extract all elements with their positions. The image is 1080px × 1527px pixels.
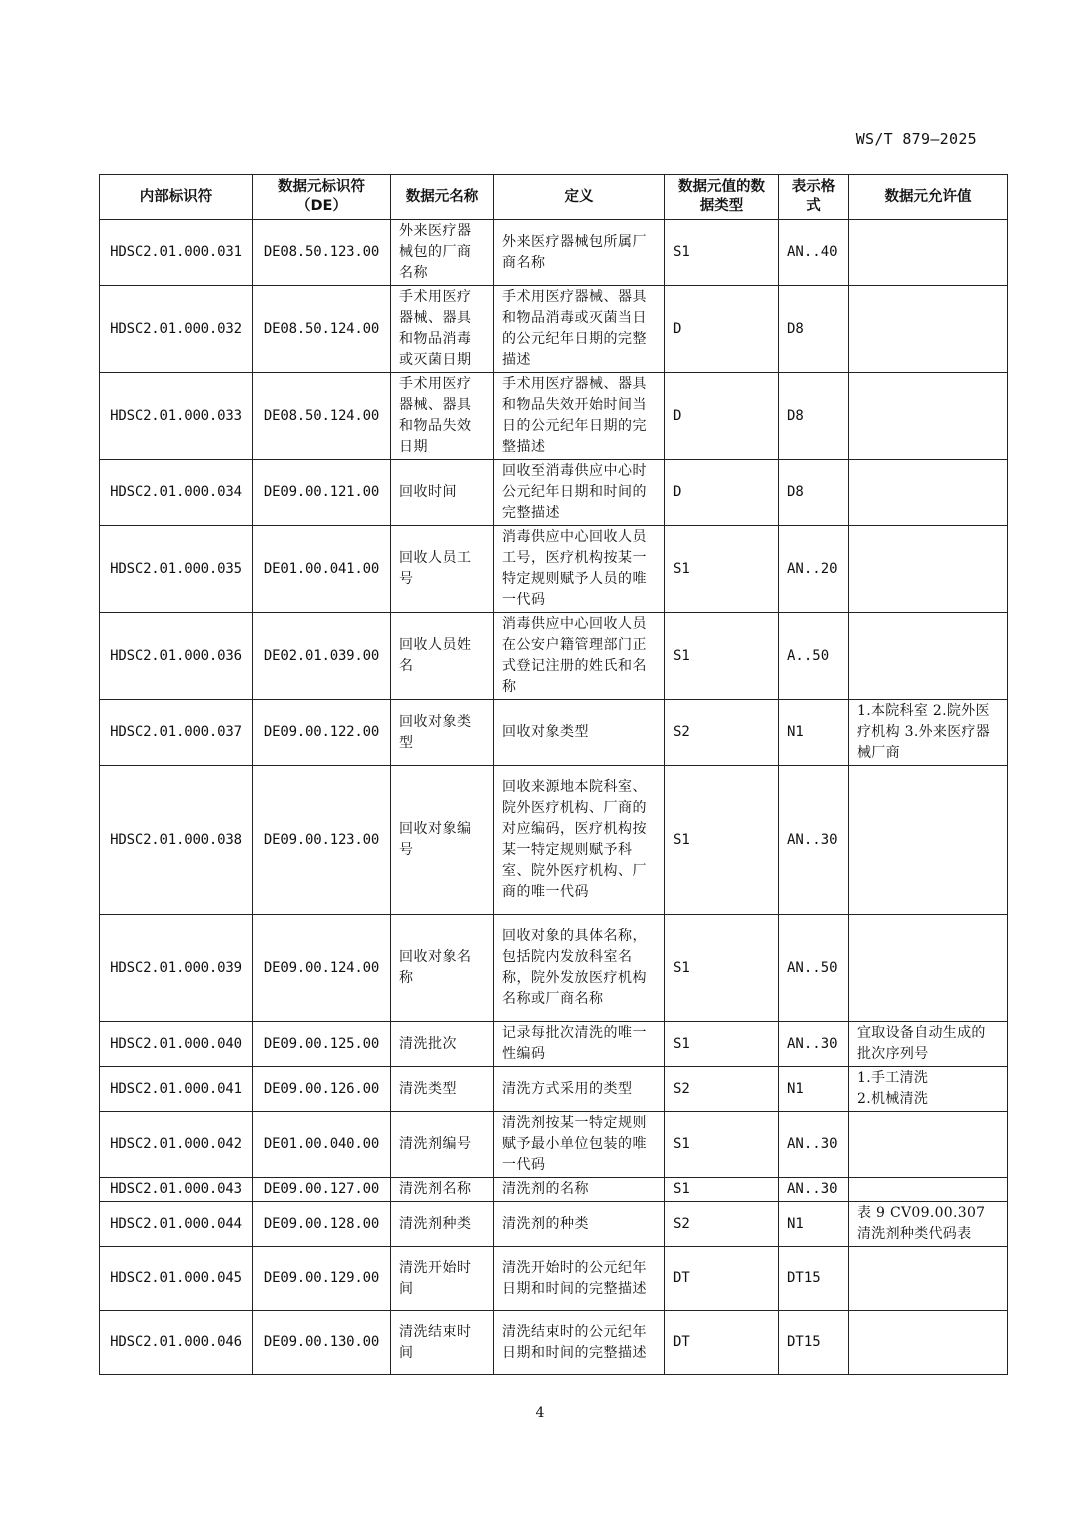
data-type-cell: DT [665,1247,779,1311]
data-type-cell: DT [665,1311,779,1375]
format-cell: N1 [779,700,849,766]
table-row [100,526,1008,613]
definition-cell: 回收对象类型 [494,700,665,766]
data-type-cell: D [665,373,779,460]
definition-cell: 清洗方式采用的类型 [494,1067,665,1112]
allowed-values-cell [849,460,1008,526]
de-id-cell: DE09.00.124.00 [253,915,391,1022]
col-header-definition: 定义 [494,175,665,220]
name-cell: 回收时间 [391,460,494,526]
definition-cell: 回收来源地本院科室、院外医疗机构、厂商的对应编码，医疗机构按某一特定规则赋予科室、院外医疗机构、厂商的唯一代码 [494,766,665,915]
internal-id-cell: HDSC2.01.000.037 [100,700,253,766]
allowed-values-cell: 表 9 CV09.00.307 清洗剂种类代码表 [849,1202,1008,1247]
definition-cell: 清洗结束时的公元纪年日期和时间的完整描述 [494,1311,665,1375]
data-type-cell: S1 [665,766,779,915]
internal-id-cell: HDSC2.01.000.035 [100,526,253,613]
name-cell: 清洗结束时间 [391,1311,494,1375]
de-id-cell: DE01.00.041.00 [253,526,391,613]
internal-id-cell: HDSC2.01.000.045 [100,1247,253,1311]
definition-cell: 清洗开始时的公元纪年日期和时间的完整描述 [494,1247,665,1311]
table-row [100,220,1008,286]
format-cell: DT15 [779,1247,849,1311]
format-cell: A..50 [779,613,849,700]
format-cell: AN..20 [779,526,849,613]
table-row [100,1112,1008,1178]
name-cell: 清洗剂编号 [391,1112,494,1178]
name-cell: 回收对象名称 [391,915,494,1022]
format-cell: AN..30 [779,1178,849,1202]
data-type-cell: S1 [665,1112,779,1178]
name-cell: 回收对象编号 [391,766,494,915]
name-cell: 回收人员工号 [391,526,494,613]
name-cell: 回收对象类型 [391,700,494,766]
internal-id-cell: HDSC2.01.000.042 [100,1112,253,1178]
format-cell: AN..30 [779,1112,849,1178]
definition-cell: 清洗剂按某一特定规则赋予最小单位包装的唯一代码 [494,1112,665,1178]
col-header-format: 表示格式 [779,175,849,220]
definition-cell: 回收对象的具体名称，包括院内发放科室名称，院外发放医疗机构名称或厂商名称 [494,915,665,1022]
allowed-values-cell [849,766,1008,915]
de-id-cell: DE09.00.126.00 [253,1067,391,1112]
name-cell: 手术用医疗器械、器具和物品失效日期 [391,373,494,460]
col-header-de-id: 数据元标识符（DE） [253,175,391,220]
definition-cell: 回收至消毒供应中心时公元纪年日期和时间的完整描述 [494,460,665,526]
de-id-cell: DE09.00.130.00 [253,1311,391,1375]
definition-cell: 清洗剂的名称 [494,1178,665,1202]
definition-cell: 外来医疗器械包所属厂商名称 [494,220,665,286]
data-type-cell: D [665,460,779,526]
data-type-cell: D [665,286,779,373]
data-type-cell: S1 [665,220,779,286]
format-cell: AN..30 [779,766,849,915]
name-cell: 清洗剂名称 [391,1178,494,1202]
internal-id-cell: HDSC2.01.000.036 [100,613,253,700]
de-id-cell: DE09.00.122.00 [253,700,391,766]
allowed-values-cell [849,613,1008,700]
definition-cell: 记录每批次清洗的唯一性编码 [494,1022,665,1067]
table-row [100,286,1008,373]
allowed-values-cell [849,286,1008,373]
name-cell: 外来医疗器械包的厂商名称 [391,220,494,286]
format-cell: AN..30 [779,1022,849,1067]
table-row [100,1022,1008,1067]
internal-id-cell: HDSC2.01.000.038 [100,766,253,915]
table-row [100,915,1008,1022]
allowed-values-cell: 1.手工清洗 2.机械清洗 [849,1067,1008,1112]
allowed-values-cell: 1.本院科室 2.院外医疗机构 3.外来医疗器械厂商 [849,700,1008,766]
de-id-cell: DE09.00.123.00 [253,766,391,915]
internal-id-cell: HDSC2.01.000.033 [100,373,253,460]
name-cell: 清洗开始时间 [391,1247,494,1311]
allowed-values-cell [849,526,1008,613]
de-id-cell: DE09.00.121.00 [253,460,391,526]
data-type-cell: S1 [665,1178,779,1202]
format-cell: DT15 [779,1311,849,1375]
format-cell: D8 [779,460,849,526]
allowed-values-cell [849,220,1008,286]
table-header-row [100,175,1008,220]
de-id-cell: DE08.50.123.00 [253,220,391,286]
de-id-cell: DE09.00.127.00 [253,1178,391,1202]
internal-id-cell: HDSC2.01.000.034 [100,460,253,526]
definition-cell: 消毒供应中心回收人员在公安户籍管理部门正式登记注册的姓氏和名称 [494,613,665,700]
data-type-cell: S2 [665,1202,779,1247]
de-id-cell: DE09.00.125.00 [253,1022,391,1067]
name-cell: 清洗剂种类 [391,1202,494,1247]
format-cell: N1 [779,1202,849,1247]
allowed-values-cell: 宜取设备自动生成的批次序列号 [849,1022,1008,1067]
table-row [100,1067,1008,1112]
format-cell: D8 [779,286,849,373]
de-id-cell: DE09.00.128.00 [253,1202,391,1247]
table-row [100,613,1008,700]
table-row [100,700,1008,766]
internal-id-cell: HDSC2.01.000.044 [100,1202,253,1247]
data-type-cell: S1 [665,915,779,1022]
format-cell: N1 [779,1067,849,1112]
internal-id-cell: HDSC2.01.000.040 [100,1022,253,1067]
internal-id-cell: HDSC2.01.000.039 [100,915,253,1022]
allowed-values-cell [849,915,1008,1022]
name-cell: 手术用医疗器械、器具和物品消毒或灭菌日期 [391,286,494,373]
internal-id-cell: HDSC2.01.000.031 [100,220,253,286]
col-header-internal-id: 内部标识符 [100,175,253,220]
data-type-cell: S1 [665,1022,779,1067]
de-id-cell: DE08.50.124.00 [253,286,391,373]
internal-id-cell: HDSC2.01.000.041 [100,1067,253,1112]
de-id-cell: DE02.01.039.00 [253,613,391,700]
allowed-values-cell [849,1112,1008,1178]
data-type-cell: S2 [665,700,779,766]
definition-cell: 消毒供应中心回收人员工号，医疗机构按某一特定规则赋予人员的唯一代码 [494,526,665,613]
table-row [100,766,1008,915]
page-number: 4 [535,1405,545,1421]
format-cell: AN..40 [779,220,849,286]
table-row [100,373,1008,460]
data-type-cell: S1 [665,526,779,613]
definition-cell: 手术用医疗器械、器具和物品失效开始时间当日的公元纪年日期的完整描述 [494,373,665,460]
table-row [100,460,1008,526]
de-id-cell: DE08.50.124.00 [253,373,391,460]
table-row [100,1202,1008,1247]
table-row [100,1311,1008,1375]
data-type-cell: S1 [665,613,779,700]
format-cell: D8 [779,373,849,460]
allowed-values-cell [849,1311,1008,1375]
name-cell: 回收人员姓名 [391,613,494,700]
definition-cell: 手术用医疗器械、器具和物品消毒或灭菌当日的公元纪年日期的完整描述 [494,286,665,373]
de-id-cell: DE09.00.129.00 [253,1247,391,1311]
col-header-name: 数据元名称 [391,175,494,220]
internal-id-cell: HDSC2.01.000.032 [100,286,253,373]
table-row [100,1247,1008,1311]
name-cell: 清洗批次 [391,1022,494,1067]
data-type-cell: S2 [665,1067,779,1112]
table-row [100,1178,1008,1202]
definition-cell: 清洗剂的种类 [494,1202,665,1247]
allowed-values-cell [849,1247,1008,1311]
format-cell: AN..50 [779,915,849,1022]
col-header-data-type: 数据元值的数据类型 [665,175,779,220]
col-header-allowed-values: 数据元允许值 [849,175,1008,220]
data-element-table [99,174,1008,1375]
name-cell: 清洗类型 [391,1067,494,1112]
internal-id-cell: HDSC2.01.000.043 [100,1178,253,1202]
allowed-values-cell [849,1178,1008,1202]
de-id-cell: DE01.00.040.00 [253,1112,391,1178]
internal-id-cell: HDSC2.01.000.046 [100,1311,253,1375]
allowed-values-cell [849,373,1008,460]
standard-code: WS/T 879—2025 [855,130,977,148]
